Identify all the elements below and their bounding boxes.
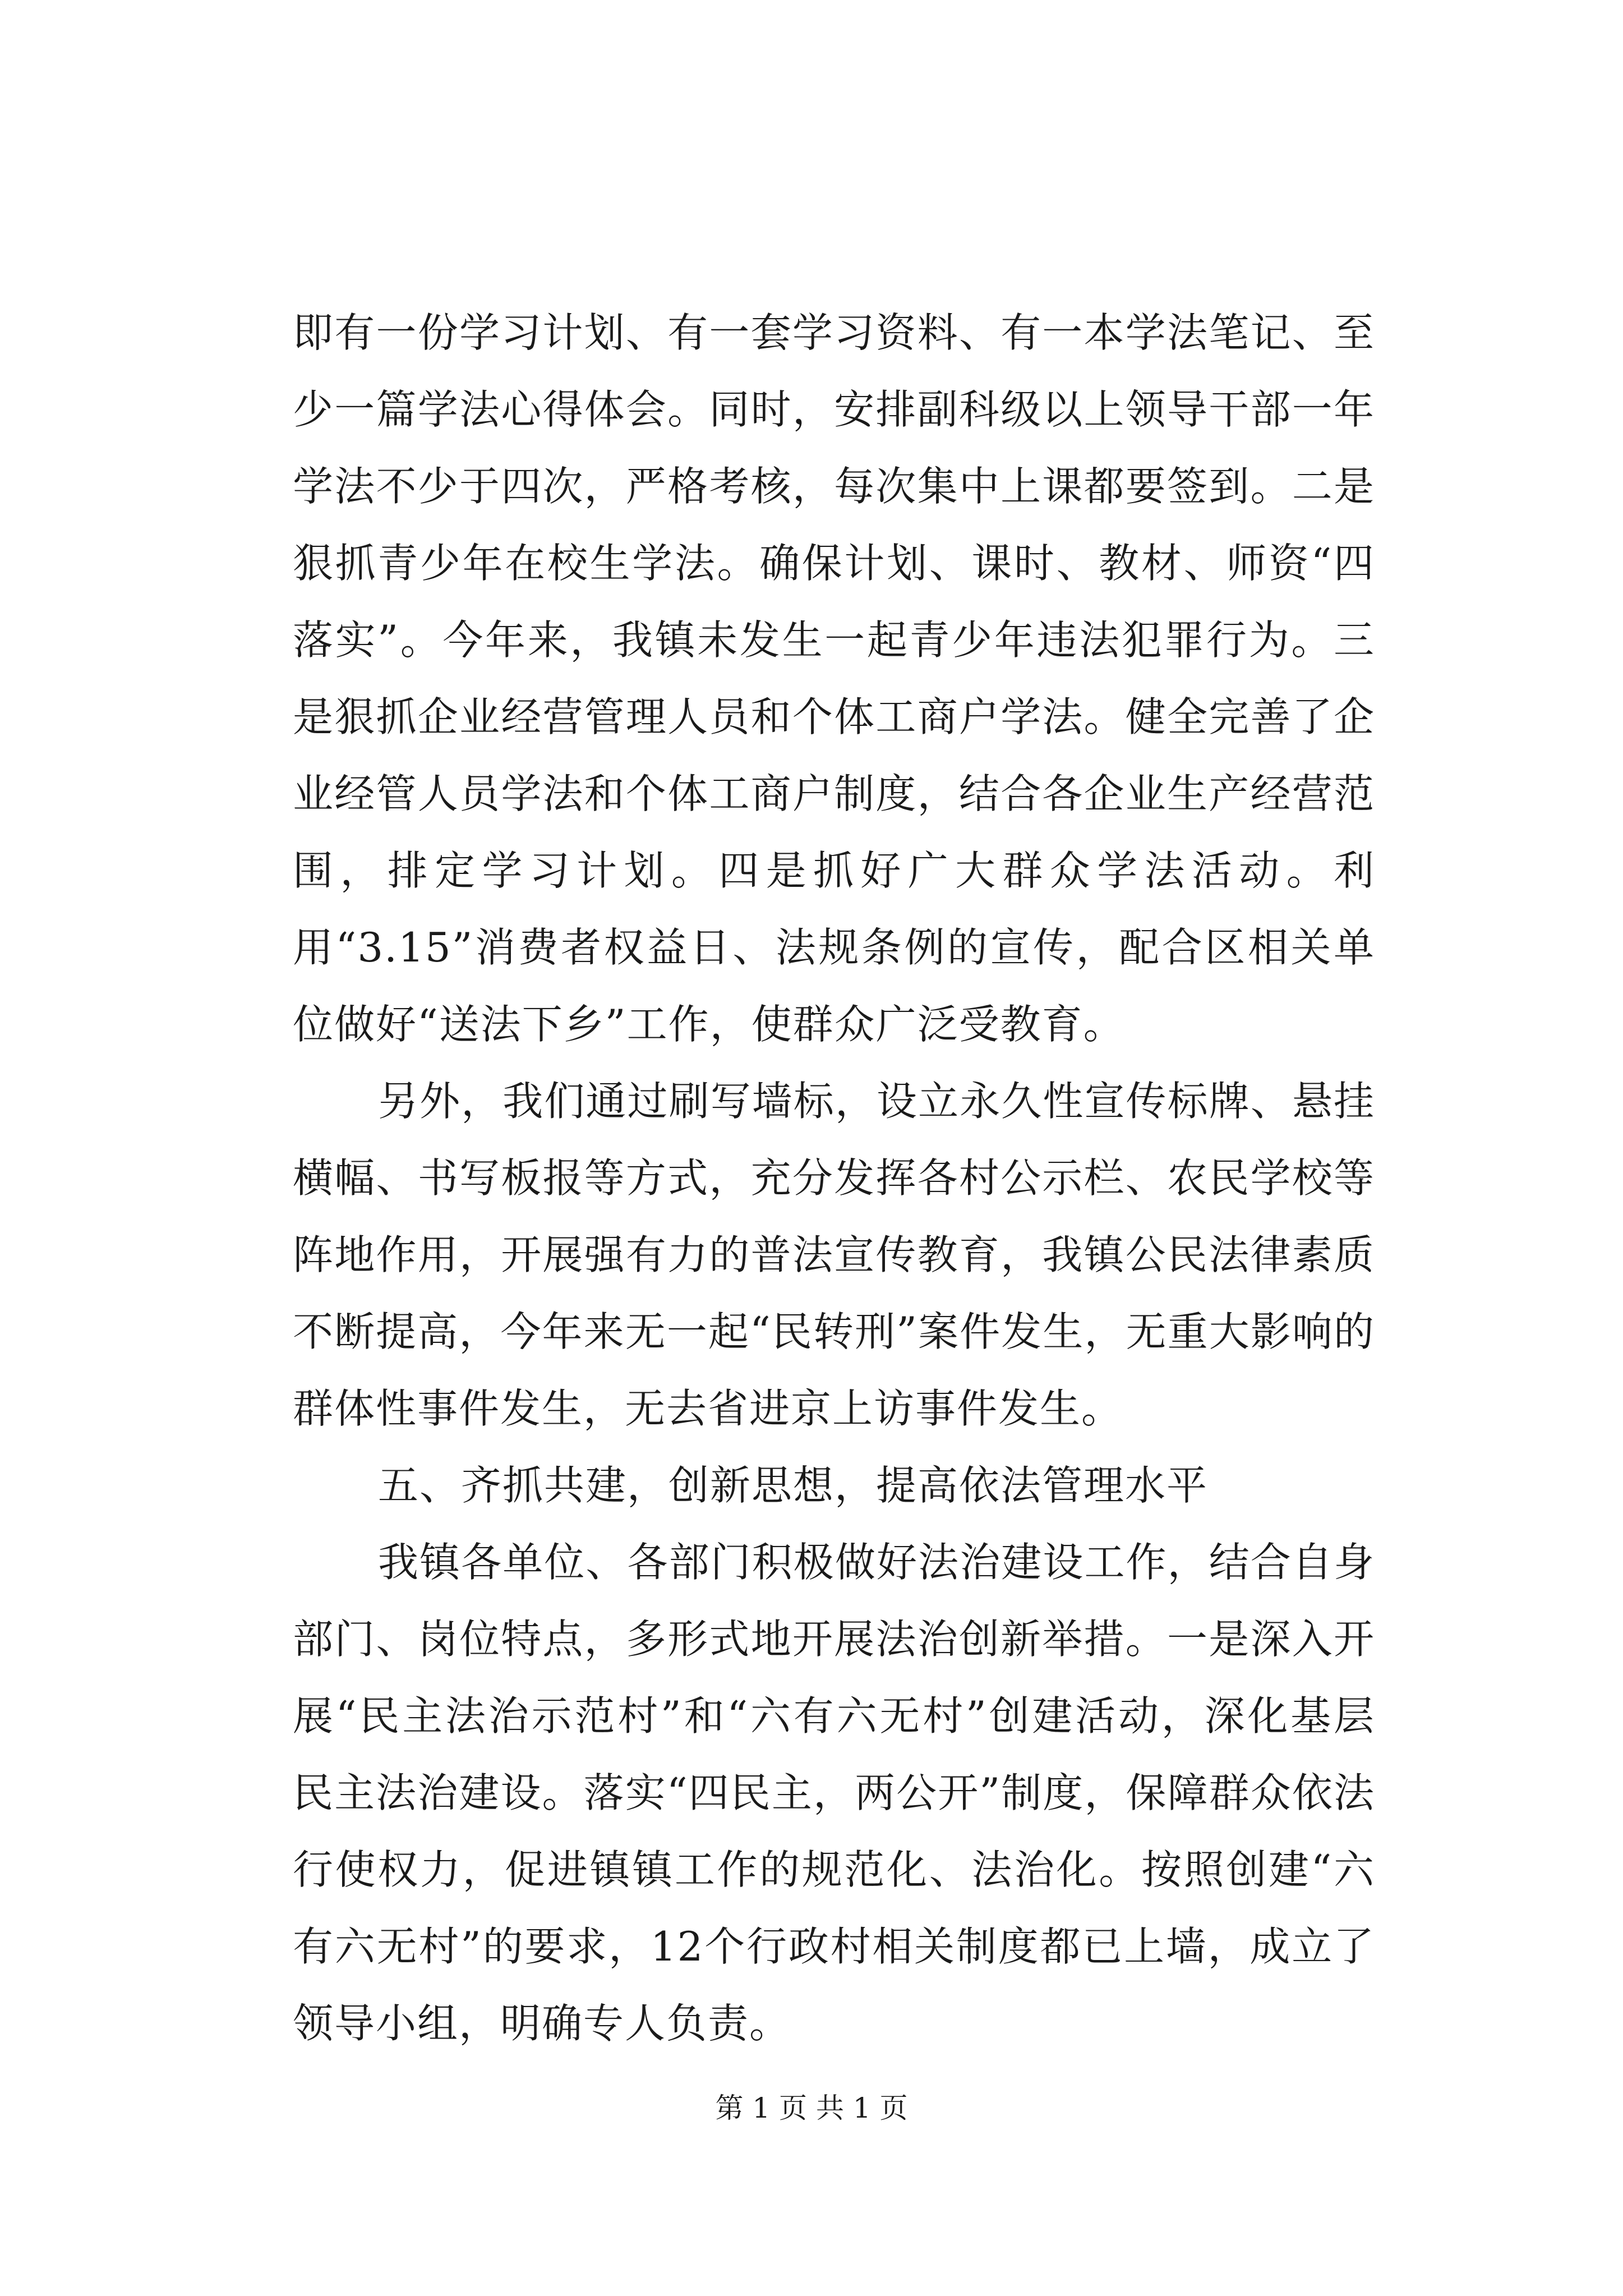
paragraph-publicity: 另外，我们通过刷写墙标，设立永久性宣传标牌、悬挂横幅、书写板报等方式，充分发挥各村公示栏、农民学校等阵地作用，开展强有力的普法宣传教育，我镇公民法律素质不断提高，今年来无一起“民转刑”案件发生，无重大影响的群体性事件发生，无去省进京上访事件发生。 xyxy=(293,1078,1375,1432)
paragraph-rule-of-law-building: 我镇各单位、各部门积极做好法治建设工作，结合自身部门、岗位特点，多形式地开展法治创新举措。一是深入开展“民主法治示范村”和“六有六无村”创建活动，深化基层民主法治建设。落实“四民主，两公开”制度，保障群众依法行使权力，促进镇镇工作的规范化、法治化。按照创建“六有六无村”的要求，12个行政村相关制度都已上墙，成立了领导小组，明确专人负责。 xyxy=(293,1539,1375,2047)
paragraph-study-plans: 即有一份学习计划、有一套学习资料、有一本学法笔记、至少一篇学法心得体会。同时，安排副科级以上领导干部一年学法不少于四次，严格考核，每次集中上课都要签到。二是狠抓青少年在校生学法。确保计划、课时、教材、师资“四落实”。今年来，我镇未发生一起青少年违法犯罪行为。三是狠抓企业经营管理人员和个体工商户学法。健全完善了企业经管人员学法和个体工商户制度，结合各企业生产经营范围，排定学习计划。四是抓好广大群众学法活动。利用“3.15”消费者权益日、法规条例的宣传，配合区相关单位做好“送法下乡”工作，使群众广泛受教育。 xyxy=(293,309,1375,1048)
page-footer: 第 1 页 共 1 页 xyxy=(715,2092,908,2124)
section-heading-five: 五、齐抓共建，创新思想，提高依法管理水平 xyxy=(378,1462,1209,1509)
document-body xyxy=(293,295,1375,2062)
